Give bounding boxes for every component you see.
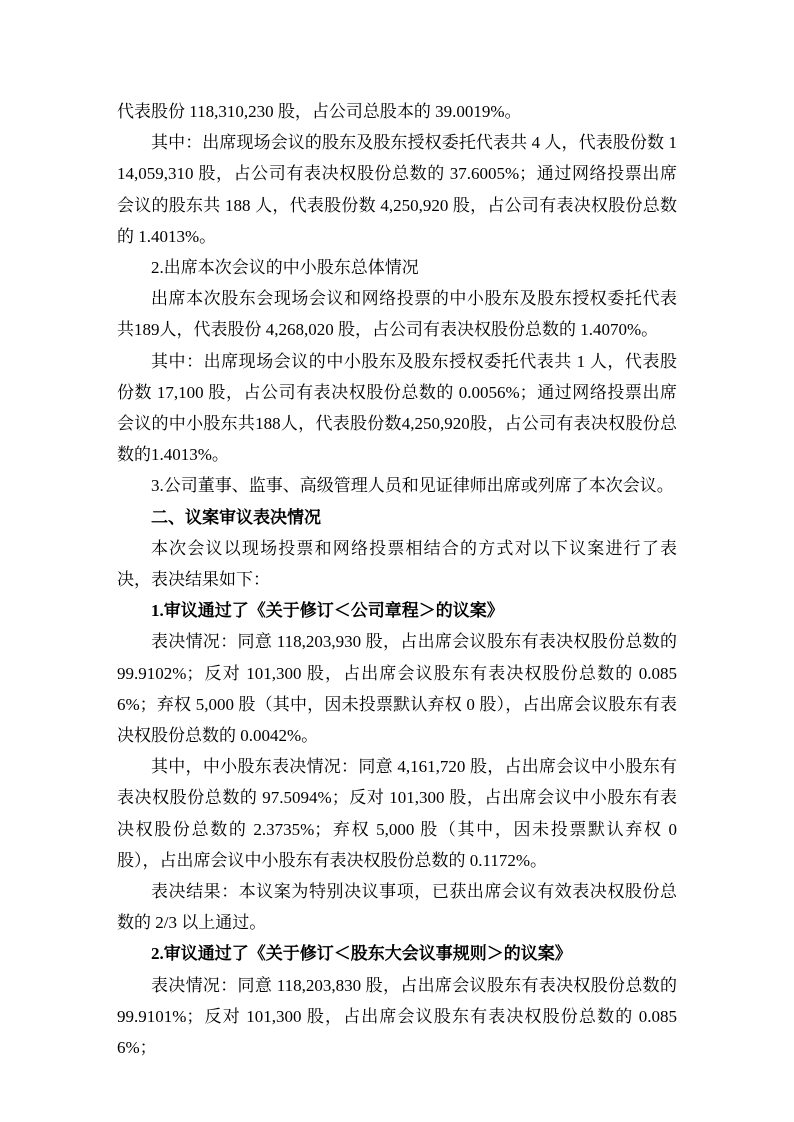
para-total-shares-continuation: 代表股份 118,310,230 股，占公司总股本的 39.0019%。 bbox=[117, 102, 522, 121]
heading-section-two: 二、议案审议表决情况 bbox=[151, 507, 321, 527]
para-minor-shareholders-breakdown: 其中：出席现场会议的中小股东及股东授权委托代表共 1 人，代表股份数 17,100 股，占公司有表决权股份总数的 0.0056%；通过网络投票出席会议的中小股东共188人，代表股份数4,250,920股，占公司有表决权股份总数的1.4013%。 bbox=[117, 351, 677, 465]
para-proposal-1-result: 表决结果：本议案为特别决议事项，已获出席会议有效表决权股份总数的 2/3 以上通过。 bbox=[117, 882, 677, 933]
document-body bbox=[117, 96, 677, 1063]
para-minor-shareholders-total: 出席本次股东会现场会议和网络投票的中小股东及股东授权委托代表共189人，代表股份 4,268,020 股，占公司有表决权股份总数的 1.4070%。 bbox=[117, 289, 677, 340]
para-proposal-1-minor-votes: 其中，中小股东表决情况：同意 4,161,720 股，占出席会议中小股东有表决权股份总数的 97.5094%；反对 101,300 股，占出席会议中小股东有表决权股份总数的 2.3735%；弃权 5,000 股（其中，因未投票默认弃权 0 股），占出席会议中小股东有表决权股份总数的 0.1172%。 bbox=[117, 757, 677, 870]
para-attendees: 3.公司董事、监事、高级管理人员和见证律师出席或列席了本次会议。 bbox=[151, 476, 674, 496]
para-minor-shareholders-subheading: 2.出席本次会议的中小股东总体情况 bbox=[151, 258, 419, 278]
para-proposal-2-votes: 表决情况：同意 118,203,830 股，占出席会议股东有表决权股份总数的 99.9101%；反对 101,300 股，占出席会议股东有表决权股份总数的 0.0856%； bbox=[117, 975, 677, 1058]
para-voting-method: 本次会议以现场投票和网络投票相结合的方式对以下议案进行了表决，表决结果如下： bbox=[117, 538, 677, 590]
para-proposal-1-votes: 表决情况：同意 118,203,930 股，占出席会议股东有表决权股份总数的 99.9102%；反对 101,300 股，占出席会议股东有表决权股份总数的 0.0856%；弃权 5,000 股（其中，因未投票默认弃权 0 股），占出席会议股东有表决权股份总数的 0.0042%。 bbox=[117, 632, 677, 746]
heading-proposal-1: 1.审议通过了《关于修订＜公司章程＞的议案》 bbox=[151, 601, 504, 621]
heading-proposal-2: 2.审议通过了《关于修订＜股东大会议事规则＞的议案》 bbox=[151, 944, 572, 964]
para-overall-breakdown: 其中：出席现场会议的股东及股东授权委托代表共 4 人，代表股份数 114,059,310 股，占公司有表决权股份总数的 37.6005%；通过网络投票出席会议的股东共 188 人，代表股份数 4,250,920 股，占公司有表决权股份总数的 1.4013%。 bbox=[117, 133, 677, 246]
